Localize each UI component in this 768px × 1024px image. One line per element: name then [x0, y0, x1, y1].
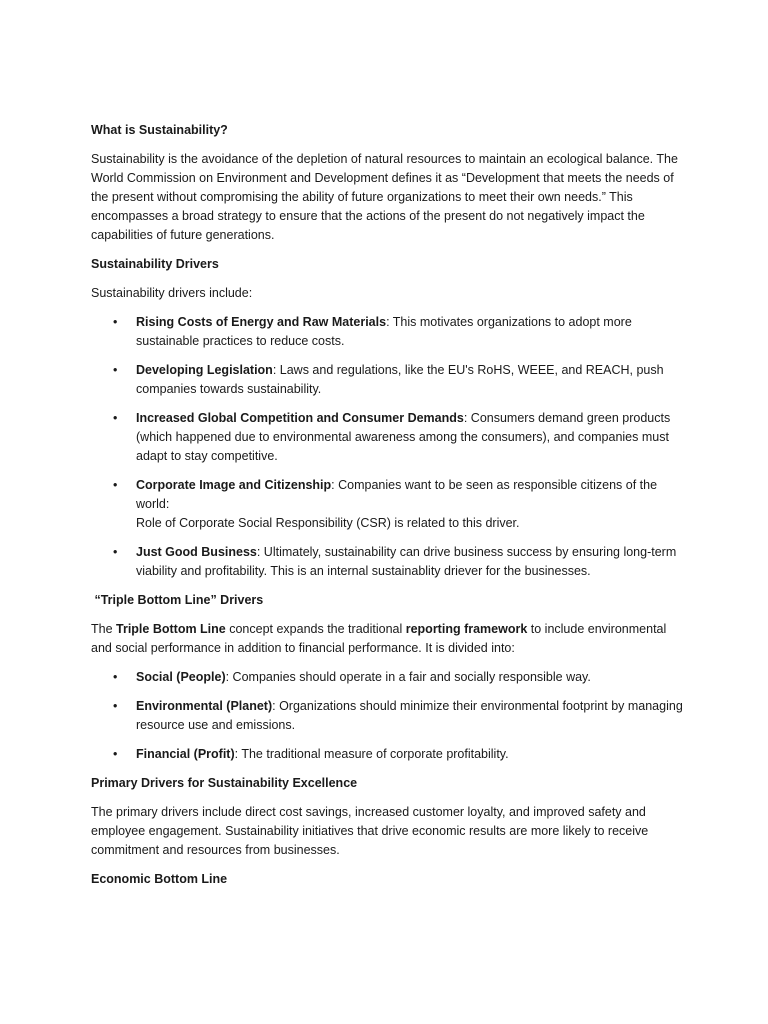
term-triple-bottom-line: Triple Bottom Line: [116, 622, 226, 636]
list-item-text: : Ultimately, sustainability can drive business success by ensuring long-term viability and profitability. This is an internal sustainablity driever for the businesses.: [136, 545, 677, 578]
text-segment: concept expands the traditional: [225, 622, 406, 636]
text-segment: to include environmental and social performance in addition to financial performance. It is divided into:: [91, 622, 667, 655]
list-item-text: : Laws and regulations, like the EU's RoHS, WEEE, and REACH, push companies towards sustainability.: [136, 363, 664, 396]
bullet-icon: •: [113, 670, 118, 684]
list-item: [91, 409, 686, 466]
drivers-list: [91, 313, 686, 581]
list-item-text: : This motivates organizations to adopt more sustainable practices to reduce costs.: [136, 315, 632, 348]
list-item-term: Developing Legislation: [136, 363, 273, 377]
list-item-text: : Organizations should minimize their environmental footprint by managing resource use and emissions.: [136, 699, 683, 732]
list-item-subtext: Role of Corporate Social Responsibility (CSR) is related to this driver.: [136, 516, 520, 530]
tbl-list: [91, 668, 686, 764]
heading-primary-drivers: Primary Drivers for Sustainability Excellence: [91, 776, 358, 790]
list-item: [91, 697, 686, 735]
paragraph-primary-drivers: The primary drivers include direct cost savings, increased customer loyalty, and improved safety and employee engagement. Sustainability initiatives that drive economic results are more likely to receive commitment and resources from businesses.: [91, 805, 649, 857]
list-item: [91, 543, 686, 581]
list-item-text: : Companies want to be seen as responsible citizens of the world:: [136, 478, 658, 511]
list-item: [91, 361, 686, 399]
bullet-icon: •: [113, 411, 118, 425]
list-item-term: Social (People): [136, 670, 226, 684]
bullet-icon: •: [113, 315, 118, 329]
list-item-term: Rising Costs of Energy and Raw Materials: [136, 315, 387, 329]
bullet-icon: •: [113, 363, 118, 377]
paragraph-triple-bottom-line: [91, 620, 686, 658]
list-item-term: Environmental (Planet): [136, 699, 273, 713]
bullet-icon: •: [113, 478, 118, 492]
list-item: [91, 313, 686, 351]
list-item-text: : Companies should operate in a fair and socially responsible way.: [225, 670, 591, 684]
heading-economic-bottom-line: Economic Bottom Line: [91, 872, 228, 886]
list-item-term: Just Good Business: [136, 545, 257, 559]
document-body: [91, 121, 686, 899]
text-segment: The: [91, 622, 117, 636]
list-item-term: Financial (Profit): [136, 747, 235, 761]
heading-triple-bottom-line: “Triple Bottom Line” Drivers: [91, 593, 264, 607]
list-item-text: : The traditional measure of corporate profitability.: [234, 747, 509, 761]
list-item-term: Corporate Image and Citizenship: [136, 478, 332, 492]
paragraph-definition: Sustainability is the avoidance of the depletion of natural resources to maintain an ecological balance. The World Commission on Environment and Development defines it as “Development that meets the needs of the present without compromising the ability of future organizations to meet their own needs.” This encompasses a broad strategy to ensure that the actions of the present do not negatively impact the capabilities of future generations.: [91, 152, 678, 242]
paragraph-drivers-intro: Sustainability drivers include:: [91, 286, 253, 300]
bullet-icon: •: [113, 699, 118, 713]
heading-what-is-sustainability: What is Sustainability?: [91, 123, 228, 137]
list-item: [91, 745, 686, 764]
list-item: [91, 476, 686, 533]
heading-sustainability-drivers: Sustainability Drivers: [91, 257, 219, 271]
bullet-icon: •: [113, 747, 118, 761]
list-item: [91, 668, 686, 687]
term-reporting-framework: reporting framework: [405, 622, 528, 636]
list-item-term: Increased Global Competition and Consumer Demands: [136, 411, 464, 425]
bullet-icon: •: [113, 545, 118, 559]
list-item-text: : Consumers demand green products (which happened due to environmental awareness among the consumers), and companies must adapt to stay competitive.: [136, 411, 671, 463]
